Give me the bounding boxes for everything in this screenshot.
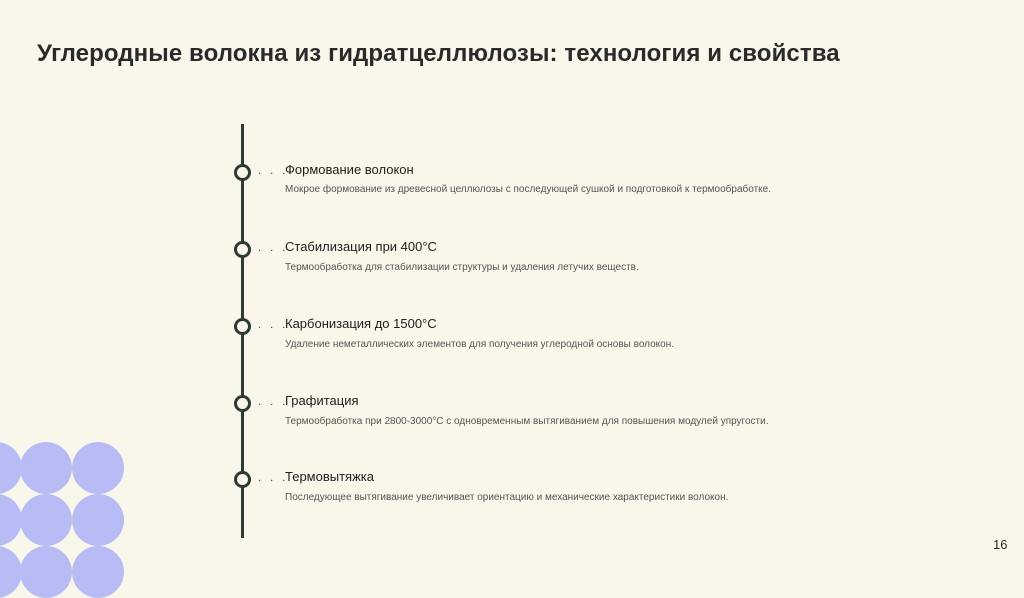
step-description: Последующее вытягивание увеличивает ориентацию и механические характеристики волокон. [285,492,729,503]
decor-circle [20,494,72,546]
step-description: Термообработка при 2800-3000°C с одновременным вытягиванием для повышения модулей упругости. [285,416,769,427]
decor-circle [20,546,72,598]
step-title: Формование волокон [285,162,414,177]
step-marker: . . . [258,242,289,254]
step-title: Термовытяжка [285,469,374,484]
timeline-node [234,395,251,412]
page-number: 16 [993,537,1008,552]
decor-circle [0,442,22,494]
decor-circle [0,546,22,598]
decor-circle [72,442,124,494]
decor-circle [20,442,72,494]
step-description: Мокрое формование из древесной целлюлозы с последующей сушкой и подготовкой к термообработке. [285,184,771,195]
step-marker: . . . [258,472,289,484]
timeline-node [234,241,251,258]
step-description: Удаление неметаллических элементов для получения углеродной основы волокон. [285,339,675,350]
timeline-node [234,164,251,181]
decor-circle [72,494,124,546]
step-title: Графитация [285,393,359,408]
step-description: Термообработка для стабилизации структуры и удаления летучих веществ. [285,262,639,273]
step-marker: . . . [258,319,289,331]
step-title: Стабилизация при 400°C [285,239,437,254]
step-marker: . . . [258,165,289,177]
decor-circle [0,494,22,546]
slide-title: Углеродные волокна из гидратцеллюлозы: технология и свойства [37,40,840,67]
decor-circle [72,546,124,598]
timeline-node [234,318,251,335]
step-title: Карбонизация до 1500°C [285,316,437,331]
timeline-node [234,471,251,488]
step-marker: . . . [258,396,289,408]
